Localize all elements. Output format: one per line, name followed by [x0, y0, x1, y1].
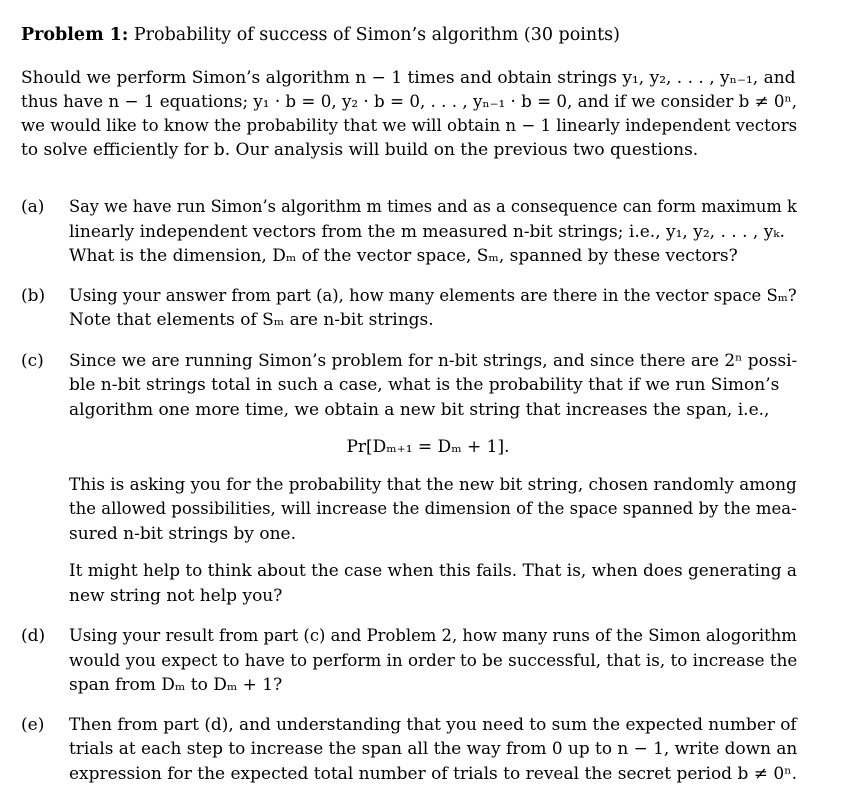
problem-document: [21, 23, 797, 786]
part-d: [21, 624, 797, 698]
question-parts: [21, 195, 797, 786]
part-line: linearly independent vectors from the m measured n-bit strings; i.e., y₁, y₂, . . . , yₖ.: [69, 221, 785, 242]
intro-line: thus have n − 1 equations; y₁ · b = 0, y₂ · b = 0, . . . , yₙ₋₁ · b = 0, and if we consider b ≠ 0ⁿ,: [21, 92, 798, 112]
part-line: ble n-bit strings total in such a case, what is the probability that if we run Simon’s: [69, 375, 780, 395]
part-e: [21, 713, 797, 787]
part-line: Say we have run Simon’s algorithm m times and as a consequence can form maximum k: [69, 197, 797, 217]
part-line: Using your answer from part (a), how many elements are there in the vector space Sₘ?: [69, 285, 797, 306]
part-text: [69, 624, 797, 698]
intro-line: Should we perform Simon’s algorithm n − 1 times and obtain strings y₁, y₂, . . . , yₙ₋₁, and: [21, 68, 796, 88]
display-equation: Pr[Dₘ₊₁ = Dₘ + 1].: [346, 437, 510, 457]
part-text: [69, 349, 797, 460]
part-line: Note that elements of Sₘ are n-bit strings.: [69, 310, 434, 330]
intro-line: to solve efficiently for b. Our analysis will build on the previous two questions.: [21, 140, 699, 160]
problem-title: Probability of success of Simon’s algorithm (30 points): [133, 25, 620, 45]
part-c: [21, 349, 797, 609]
intro-line: we would like to know the probability that we will obtain n − 1 linearly independent vectors: [21, 116, 798, 136]
part-line: What is the dimension, Dₘ of the vector space, Sₘ, spanned by these vectors?: [69, 246, 738, 266]
part-a: [21, 195, 797, 269]
part-text: [69, 713, 797, 787]
part-line: Since we are running Simon’s problem for n-bit strings, and since there are 2ⁿ possi-: [69, 350, 798, 371]
part-line: Using your result from part (c) and Problem 2, how many runs of the Simon alogorithm: [69, 626, 797, 646]
part-label: (e): [21, 714, 45, 735]
part-line: the allowed possibilities, will increase the dimension of the space spanned by the mea-: [69, 499, 797, 519]
part-line: trials at each step to increase the span all the way from 0 up to n − 1, write down an: [69, 739, 798, 759]
part-line: span from Dₘ to Dₘ + 1?: [69, 675, 283, 695]
part-line: sured n-bit strings by one.: [69, 523, 297, 544]
part-b: [21, 284, 797, 333]
part-line: It might help to think about the case when this fails. That is, when does generating a: [69, 561, 797, 581]
part-line: new string not help you?: [69, 585, 283, 606]
part-label: (d): [21, 626, 46, 646]
problem-number: Problem 1:: [21, 25, 129, 45]
part-label: (c): [21, 350, 44, 371]
part-text: [69, 195, 797, 269]
part-line: Then from part (d), and understanding that you need to sum the expected number of: [69, 714, 797, 735]
problem-heading: [21, 23, 797, 47]
part-line: would you expect to have to perform in order to be successful, that is, to increase the: [69, 650, 798, 671]
part-text: [69, 473, 797, 547]
part-line: algorithm one more time, we obtain a new bit string that increases the span, i.e.,: [69, 399, 770, 420]
part-line: This is asking you for the probability that the new bit string, chosen randomly among: [69, 474, 797, 495]
part-text: [69, 559, 797, 608]
part-line: expression for the expected total number of trials to reveal the secret period b ≠ 0ⁿ.: [69, 763, 797, 784]
part-label: (b): [21, 285, 46, 306]
part-text: [69, 284, 797, 333]
part-label: (a): [21, 197, 45, 217]
intro-paragraph: [21, 66, 797, 162]
